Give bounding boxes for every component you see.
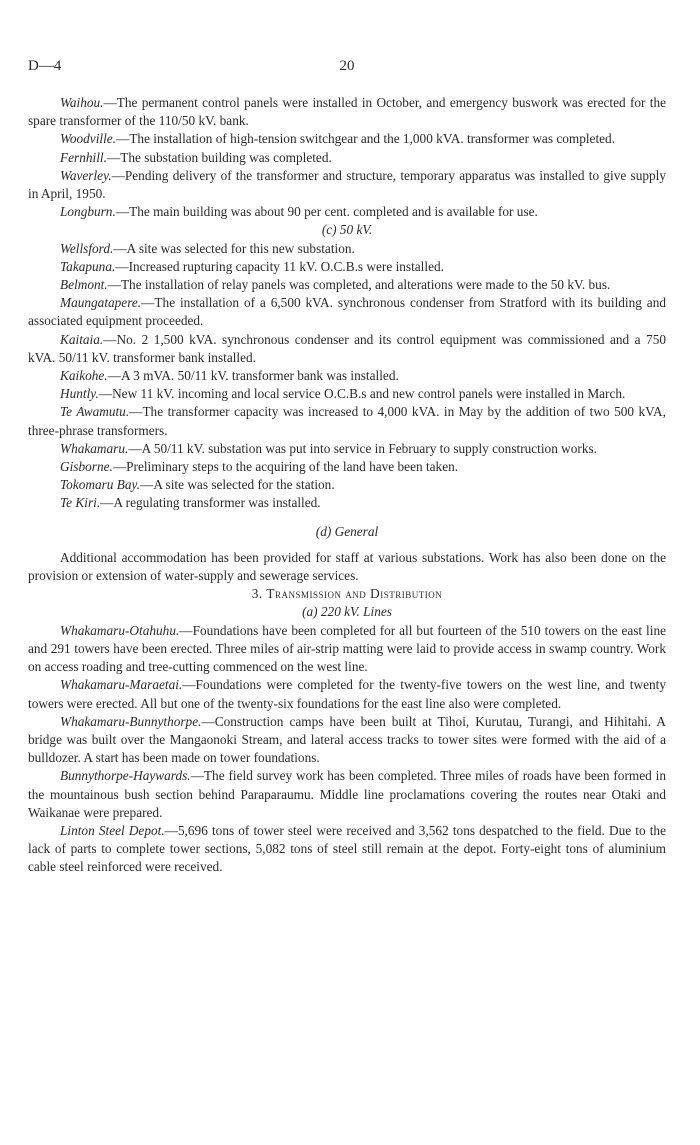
entry-text: —A site was selected for the station. xyxy=(140,477,335,493)
entry-text: —Foundations were completed for the twenty-five towers on the west line, and twenty towers were erected. All but one of the twenty-six foundations for the east line also were completed. xyxy=(28,677,666,711)
heading-50kv: (c) 50 kV. xyxy=(321,222,373,238)
entry-text: —Increased rupturing capacity 11 kV. O.C.B.s were installed. xyxy=(115,258,444,274)
general-paragraph: Additional accommodation has been provided for staff at various substations. Work has also been done on the provision or extension of water-supply and sewerage services. xyxy=(28,549,666,584)
entry-text: —A regulating transformer was installed. xyxy=(100,495,321,511)
entry-text: —The installation of high-tension switchgear and the 1,000 kVA. transformer was completed. xyxy=(116,131,616,147)
entry-text: —The installation of relay panels was completed, and alterations were made to the 50 kV. bus. xyxy=(107,277,611,293)
entry-te-awamutu xyxy=(28,403,666,439)
entry-name: Wellsford. xyxy=(60,240,114,256)
entry-text: —A 3 mVA. 50/11 kV. transformer bank was installed. xyxy=(107,368,399,384)
entry-text: —Construction camps have been built at Tihoi, Kurutau, Turangi, and Hihitahi. A bridge was built over the Mangaonoki Stream, and lateral access tracks to tower sites were formed with the aid of a bulldozer. A start has been made on tower foundations. xyxy=(28,713,666,766)
entry-text: —The field survey work has been completed. Three miles of roads have been formed in the mountainous bush section behind Paraparaumu. Middle line proclamations covering the routes near Otaki and Waikanae were prepared. xyxy=(28,768,666,820)
entry-kaikohe xyxy=(28,367,666,385)
entry-whakamaru-bunnythorpe xyxy=(28,713,666,768)
entry-name: Huntly. xyxy=(60,386,99,402)
entry-name: Fernhill. xyxy=(60,149,107,165)
entry-kaitaia xyxy=(28,331,666,367)
entry-name: Whakamaru. xyxy=(60,440,129,456)
entry-name: Waihou. xyxy=(60,95,104,110)
entry-fernhill xyxy=(28,149,666,167)
heading-general: (d) General xyxy=(315,523,379,539)
entry-name: Belmont. xyxy=(60,277,108,293)
page-number: 20 xyxy=(339,58,355,74)
entry-woodville xyxy=(28,130,666,148)
entry-text: —The main building was about 90 per cent. completed and is available for use. xyxy=(115,204,538,220)
entry-whakamaru xyxy=(28,440,666,458)
entry-name: Te Awamutu. xyxy=(60,404,130,420)
entry-belmont xyxy=(28,276,666,294)
entry-text: —A site was selected for this new substation. xyxy=(113,240,355,256)
entry-text: —Preliminary steps to the acquiring of the land have been taken. xyxy=(112,459,459,475)
entry-text: —The substation building was completed. xyxy=(106,149,332,165)
entry-text: —Foundations have been completed for all but fourteen of the 510 towers on the east line and 291 towers have been erected. Three miles of air-strip matting were laid to provide access in swamp country. Work on access roading and tree-cutting commenced on the west line. xyxy=(28,622,666,675)
entry-name: Gisborne. xyxy=(60,459,113,475)
entry-te-kiri xyxy=(28,494,666,512)
entry-name: Whakamaru-Bunnythorpe. xyxy=(60,713,202,729)
entry-longburn xyxy=(28,203,666,221)
entry-name: Whakamaru-Otahuhu. xyxy=(60,622,180,638)
entry-text: —No. 2 1,500 kVA. synchronous condenser and its control equipment was commissioned and a 750 kVA. 50/11 kV. transformer bank installed. xyxy=(28,331,666,365)
entry-linton-steel-depot xyxy=(28,822,666,877)
entry-text: —The transformer capacity was increased to 4,000 kVA. in May by the addition of two 500 kVA, three-phrase transformers. xyxy=(28,404,666,438)
entries-top xyxy=(28,94,666,221)
entry-maungatapere xyxy=(28,294,666,330)
entry-tokomaru-bay xyxy=(28,476,666,494)
entry-text: —5,696 tons of tower steel were received and 3,562 tons despatched to the field. Due to the lack of parts to complete tower sections, 5,082 tons of steel still remain at the depot. Forty-eight tons of aluminium cable steel reinforced were received. xyxy=(28,822,666,875)
entry-takapuna xyxy=(28,258,666,276)
entry-name: Waverley. xyxy=(60,167,112,183)
entries-220kv xyxy=(28,622,666,877)
section-code: D—4 xyxy=(28,58,62,74)
document-body xyxy=(28,94,666,877)
entry-name: Kaikohe. xyxy=(60,368,108,384)
entry-name: Tokomaru Bay. xyxy=(60,477,141,493)
entries-50kv xyxy=(28,240,666,513)
entry-name: Whakamaru-Maraetai. xyxy=(60,677,183,693)
entry-name: Bunnythorpe-Haywards. xyxy=(60,768,191,784)
entry-name: Linton Steel Depot. xyxy=(60,822,165,838)
entry-whakamaru-maraetai xyxy=(28,676,666,712)
entry-waihou xyxy=(28,94,666,130)
entry-name: Takapuna. xyxy=(60,258,116,274)
entry-waverley xyxy=(28,167,666,203)
entry-text: —New 11 kV. incoming and local service O.C.B.s and new control panels were installed in March. xyxy=(98,386,626,402)
entry-text: —The installation of a 6,500 kVA. synchronous condenser from Stratford with its building and associated equipment proceeded. xyxy=(28,295,666,329)
entry-gisborne xyxy=(28,458,666,476)
entry-text: —Pending delivery of the transformer and structure, temporary apparatus was installed to give supply in April, 1950. xyxy=(28,167,666,202)
entry-name: Kaitaia. xyxy=(60,331,104,347)
entry-bunnythorpe-haywards xyxy=(28,767,666,822)
entry-name: Woodville. xyxy=(60,131,117,147)
page-header xyxy=(28,58,666,80)
entry-name: Longburn. xyxy=(60,204,116,220)
heading-transmission: 3. Transmission and Distribution xyxy=(251,586,443,602)
entry-whakamaru-otahuhu xyxy=(28,622,666,677)
entry-wellsford xyxy=(28,240,666,258)
entry-huntly xyxy=(28,385,666,403)
heading-220kv-lines: (a) 220 kV. Lines xyxy=(302,604,392,620)
entry-name: Maungatapere. xyxy=(60,295,142,311)
entry-text: —The permanent control panels were installed in October, and emergency buswork was erected for the spare transformer of the 110/50 kV. bank. xyxy=(28,95,666,129)
entry-text: —A 50/11 kV. substation was put into service in February to supply construction works. xyxy=(128,440,598,456)
entry-name: Te Kiri. xyxy=(60,495,101,511)
document-page xyxy=(28,58,666,877)
